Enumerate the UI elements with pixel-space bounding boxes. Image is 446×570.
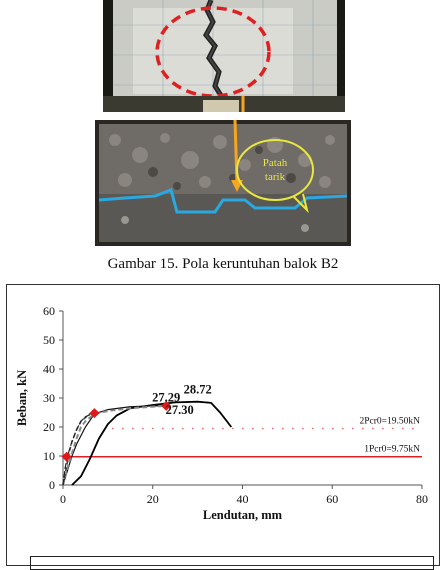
- chart-legend: [30, 556, 434, 570]
- reference-line-label: 1Pcr0=9.75kN: [364, 444, 420, 455]
- photo-annotation-line2: tarik: [264, 171, 286, 183]
- load-deflection-chart: [6, 284, 440, 566]
- crack-photo: [103, 0, 345, 112]
- y-tick-label: 30: [43, 391, 55, 405]
- value-annotation-2: 27.29: [152, 390, 181, 405]
- x-tick-label: 0: [60, 492, 66, 506]
- figure-caption: Gambar 15. Pola keruntuhan balok B2: [107, 256, 339, 272]
- value-annotation-1: 28.72: [183, 382, 212, 397]
- y-tick-label: 0: [49, 478, 55, 492]
- series-line-2: [63, 406, 171, 485]
- y-axis-label: Beban, kN: [15, 369, 29, 427]
- y-tick-label: 60: [43, 304, 55, 318]
- y-tick-label: 50: [43, 333, 55, 347]
- fracture-surface-photo: [95, 120, 351, 246]
- value-annotation-3: 27.30: [165, 402, 194, 417]
- x-tick-label: 60: [326, 492, 339, 506]
- x-tick-label: 80: [416, 492, 428, 506]
- x-axis-label: Lendutan, mm: [202, 508, 283, 522]
- reference-line-label: 2Pcr0=19.50kN: [359, 416, 420, 427]
- x-tick-label: 40: [236, 492, 249, 506]
- x-tick-label: 20: [146, 492, 159, 506]
- y-tick-label: 20: [43, 420, 55, 434]
- photo-annotation-line1: Patah: [262, 157, 288, 169]
- y-tick-label: 40: [43, 362, 55, 376]
- y-tick-label: 10: [43, 449, 55, 463]
- series-line-5: [63, 413, 94, 486]
